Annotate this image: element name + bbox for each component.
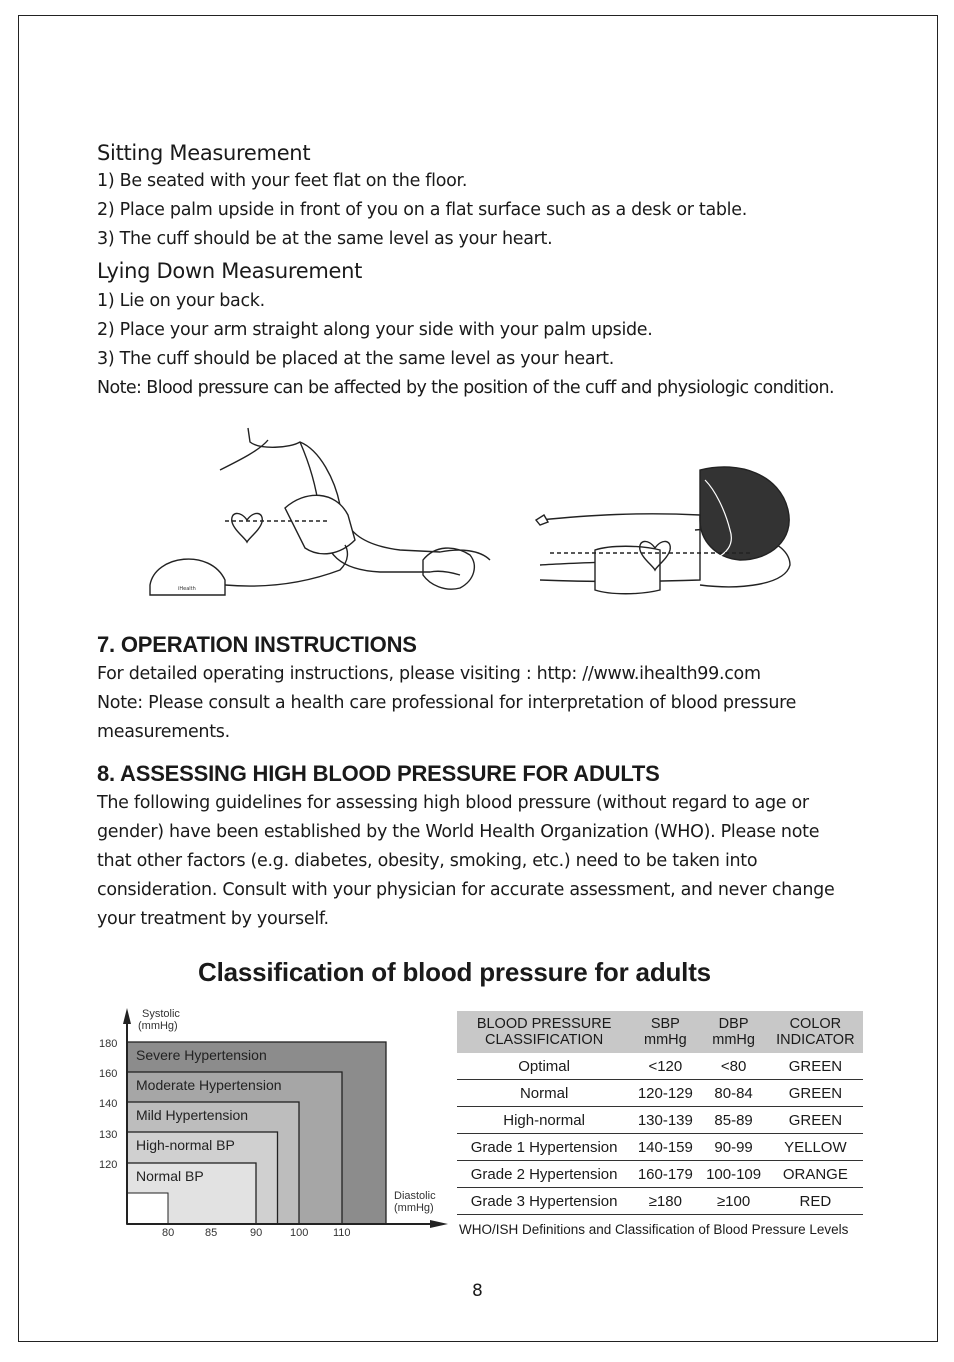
x-tick-label: 110 [333,1227,351,1239]
chart-region-label: High-normal BP [136,1137,235,1153]
sitting-step-1: 1) Be seated with your feet flat on the floor. [97,171,468,191]
table-cell: GREEN [768,1053,863,1080]
table-cell: Grade 1 Hypertension [457,1134,631,1161]
table-header-row [457,1011,863,1053]
bp-classification-table [457,1011,863,1215]
lying-head [700,467,789,560]
sitting-heading: Sitting Measurement [97,141,311,165]
measurement-section [97,139,887,403]
table-caption: WHO/ISH Definitions and Classification of Blood Pressure Levels [459,1222,849,1237]
table-cell: GREEN [768,1107,863,1134]
x-axis-arrow [430,1220,448,1228]
page-border-left [18,15,19,1341]
table-cell: 85-89 [699,1107,767,1134]
table-cell: ≥100 [699,1188,767,1215]
assessing-line-3: that other factors (e.g. diabetes, obesity, smoking, etc.) need to be taken into [97,851,758,871]
table-cell: <120 [631,1053,699,1080]
table-cell: 120-129 [631,1080,699,1107]
chart-region-optimal [127,1193,168,1224]
header-sbp: SBP mmHg [631,1011,699,1053]
x-axis-label-line2: (mmHg) [394,1202,434,1214]
y-axis-label-line1: Systolic [142,1008,180,1020]
sitting-arm-outline [248,428,490,560]
sitting-heart-icon [232,513,263,542]
sitting-step-2: 2) Place palm upside in front of you on a flat surface such as a desk or table. [97,200,747,220]
lying-step-2: 2) Place your arm straight along your side with your palm upside. [97,320,653,340]
x-tick-label: 100 [290,1227,309,1239]
table-cell: ≥180 [631,1188,699,1215]
device-brand-label: iHealth [178,586,196,592]
chart-region-label: Mild Hypertension [136,1107,249,1123]
assessing-line-2: gender) have been established by the World Health Organization (WHO). Please note [97,822,820,842]
measurement-illustration [140,420,820,610]
table-row [457,1134,863,1161]
lying-heading: Lying Down Measurement [97,259,363,283]
y-tick-label: 130 [99,1129,118,1141]
chart-region-label: Moderate Hypertension [136,1077,282,1093]
lying-step-3: 3) The cuff should be placed at the same level as your heart. [97,349,615,369]
lying-step-1: 1) Lie on your back. [97,291,265,311]
assessing-section [97,759,887,934]
assessing-line-1: The following guidelines for assessing high blood pressure (without regard to age or [97,793,809,813]
table-cell: 100-109 [699,1161,767,1188]
table-cell: Grade 3 Hypertension [457,1188,631,1215]
operation-line-2: Note: Please consult a health care professional for interpretation of blood pressure [97,693,797,713]
sitting-step-3: 3) The cuff should be at the same level as your heart. [97,229,553,249]
assessing-title: 8. ASSESSING HIGH BLOOD PRESSURE FOR ADULTS [97,761,660,786]
operation-section [97,630,887,747]
table-row [457,1161,863,1188]
header-color-indicator: COLOR INDICATOR [768,1011,863,1053]
header-dbp: DBP mmHg [699,1011,767,1053]
table-cell: High-normal [457,1107,631,1134]
table-row [457,1107,863,1134]
y-tick-label: 140 [99,1098,118,1110]
page-border-top [18,15,938,16]
table-cell: RED [768,1188,863,1215]
x-tick-label: 85 [205,1227,218,1239]
table-row [457,1188,863,1215]
y-axis-arrow [123,1008,131,1024]
page-border-bottom [18,1341,938,1342]
table-cell: 140-159 [631,1134,699,1161]
operation-line-1: For detailed operating instructions, please visiting : http: //www.ihealth99.com [97,664,761,684]
sitting-hand [423,548,474,589]
page-border-right [937,15,938,1341]
table-cell: 80-84 [699,1080,767,1107]
operation-title: 7. OPERATION INSTRUCTIONS [97,632,417,657]
x-axis-label-line1: Diastolic [394,1190,436,1202]
table-cell: YELLOW [768,1134,863,1161]
lying-note: Note: Blood pressure can be affected by the position of the cuff and physiologic condition. [97,378,834,398]
table-cell: <80 [699,1053,767,1080]
x-tick-label: 80 [162,1227,175,1239]
classification-title: Classification of blood pressure for adults [198,957,711,987]
table-row [457,1080,863,1107]
table-cell: Optimal [457,1053,631,1080]
table-cell: ORANGE [768,1161,863,1188]
y-tick-label: 160 [99,1068,118,1080]
bp-classification-chart [92,1002,452,1242]
sitting-cuff [285,495,355,554]
y-axis-label-line2: (mmHg) [138,1020,178,1032]
chart-regions [127,1042,386,1224]
table-cell: 130-139 [631,1107,699,1134]
table-cell: 160-179 [631,1161,699,1188]
table-cell: Grade 2 Hypertension [457,1161,631,1188]
table-row [457,1053,863,1080]
chart-region-label: Normal BP [136,1168,204,1184]
table-cell: Normal [457,1080,631,1107]
assessing-line-4: consideration. Consult with your physician for accurate assessment, and never change [97,880,835,900]
page-number: 8 [472,1281,483,1301]
operation-line-3: measurements. [97,722,230,742]
y-tick-label: 120 [99,1159,118,1171]
x-tick-label: 90 [250,1227,263,1239]
chart-region-label: Severe Hypertension [136,1047,267,1063]
table-cell: GREEN [768,1080,863,1107]
header-classification: BLOOD PRESSURE CLASSIFICATION [457,1011,631,1053]
y-tick-label: 180 [99,1038,118,1050]
table-cell: 90-99 [699,1134,767,1161]
assessing-line-5: your treatment by yourself. [97,909,329,929]
